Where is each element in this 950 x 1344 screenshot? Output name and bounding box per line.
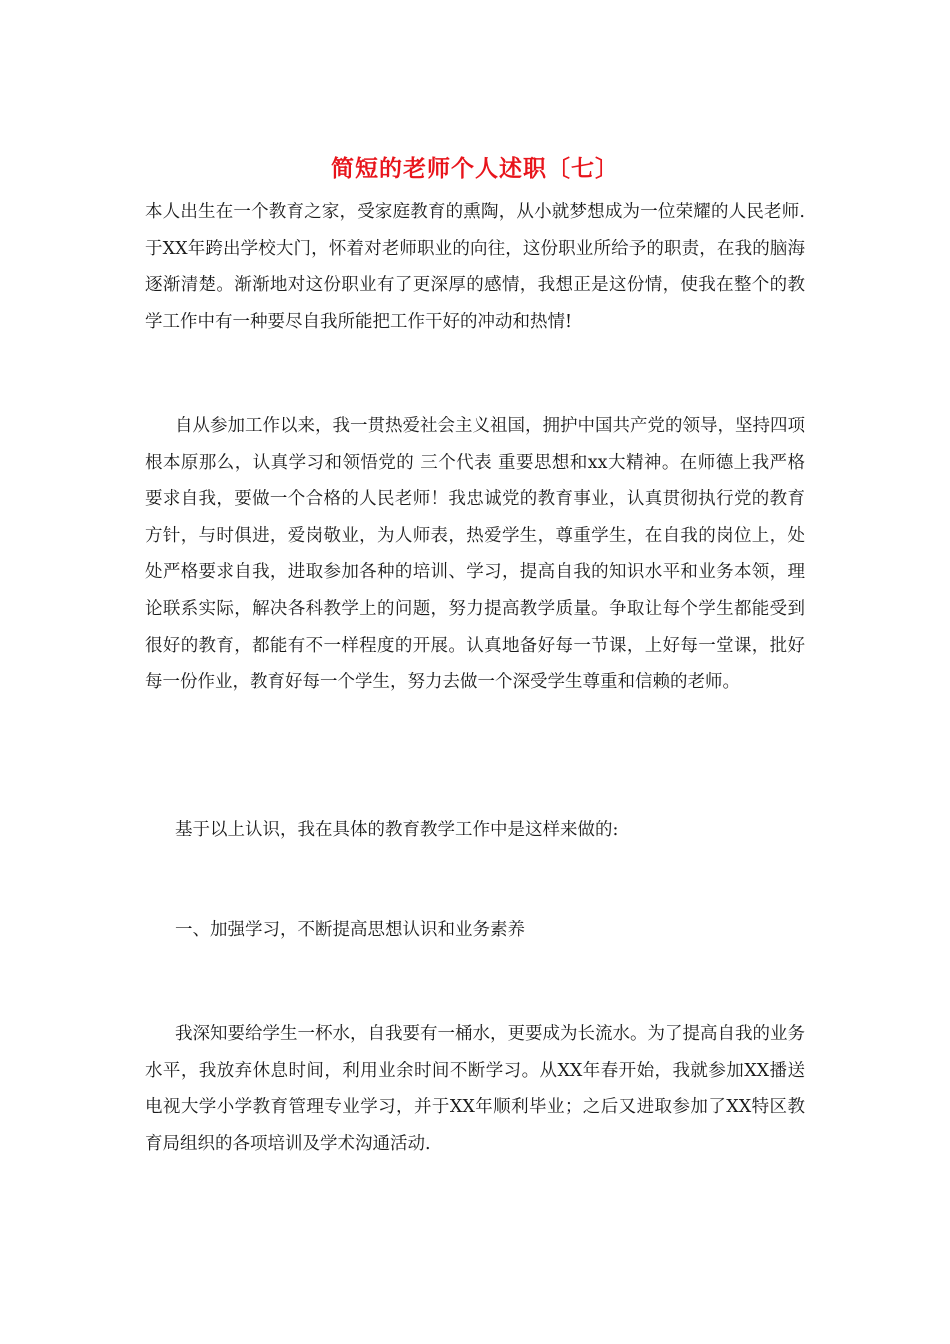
paragraph-transition: 基于以上认识，我在具体的教育教学工作中是这样来做的: bbox=[175, 820, 619, 840]
paragraph-intro: 本人出生在一个教育之家，受家庭教育的熏陶，从小就梦想成为一位荣耀的人民老师.于XX年跨出学校大门，怀着对老师职业的向往，这份职业所给予的职责，在我的脑海逐渐清楚。渐渐地对这份职业有了更深厚的感情，我想正是这份情，使我在整个的教学工作中有一种要尽自我所能把工作干好的冲动和热情! bbox=[145, 202, 805, 332]
section-heading-1: 一、加强学习，不断提高思想认识和业务素养 bbox=[175, 920, 525, 940]
paragraph-work-attitude: 自从参加工作以来，我一贯热爱社会主义祖国，拥护中国共产党的领导，坚持四项根本原那么，认真学习和领悟党的 三个代表 重要思想和xx大精神。在师德上我严格要求自我，要做一个合格的人民老师！我忠诚党的教育事业，认真贯彻执行党的教育方针，与时俱进，爱岗敬业，为人师表，热爱学生，尊重学生，在自我的岗位上，处处严格要求自我，进取参加各种的培训、学习，提高自我的知识水平和业务本领，理论联系实际，解决各科教学上的问题，努力提高教学质量。争取让每个学生都能受到很好的教育，都能有不一样程度的开展。认真地备好每一节课，上好每一堂课，批好每一份作业，教育好每一个学生，努力去做一个深受学生尊重和信赖的老师。 bbox=[145, 416, 805, 693]
document-title: 简短的老师个人述职〔七〕 bbox=[331, 155, 619, 182]
paragraph-study: 我深知要给学生一杯水，自我要有一桶水，更要成为长流水。为了提高自我的业务水平，我放弃休息时间，利用业余时间不断学习。从XX年春开始，我就参加XX播送电视大学小学教育管理专业学习，并于XX年顺利毕业；之后又进取参加了XX特区教育局组织的各项培训及学术沟通活动. bbox=[145, 1024, 805, 1154]
